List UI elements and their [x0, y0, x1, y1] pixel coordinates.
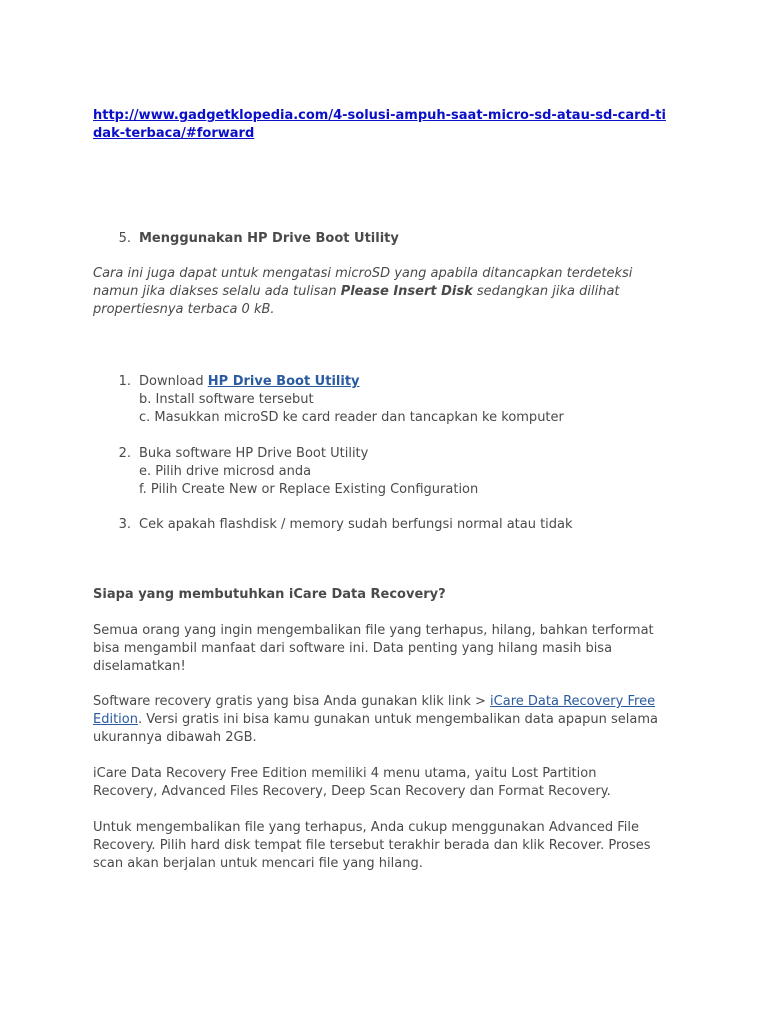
source-url-link[interactable]: http://www.gadgetklopedia.com/4-solusi-ampuh-saat-micro-sd-atau-sd-card-tidak-terbaca/#forward — [93, 108, 666, 141]
intro-paragraph — [93, 265, 673, 319]
section-heading: Siapa yang membutuhkan iCare Data Recovery? — [93, 587, 446, 602]
intro-text-1: Cara ini juga dapat untuk mengatasi microSD yang apabila ditancapkan terdeteksi namun jika diakses selalu ada tulisan — [93, 266, 633, 299]
list-item-2-text: Buka software HP Drive Boot Utility — [139, 446, 369, 461]
list-item-1-number: 1. — [118, 374, 131, 389]
intro-text-2: sedangkan jika dilihat propertiesnya terbaca 0 kB. — [93, 284, 620, 317]
intro-bold-text: Please Insert Disk — [340, 284, 473, 299]
list-item-3-text: Cek apakah flashdisk / memory sudah berfungsi normal atau tidak — [139, 517, 573, 532]
list-item-1-sub-c: c. Masukkan microSD ke card reader dan tancapkan ke komputer — [139, 410, 564, 425]
section-paragraph-4: Untuk mengembalikan file yang terhapus, Anda cukup menggunakan Advanced File Recovery. Pilih hard disk tempat file tersebut terakhir berada dan klik Recover. Proses scan akan berjalan untuk mencari file yang hilang. — [93, 820, 651, 871]
list-item-2-sub-e: e. Pilih drive microsd anda — [139, 464, 312, 479]
section-paragraph-2 — [93, 693, 678, 747]
hp-drive-boot-utility-link[interactable]: HP Drive Boot Utility — [207, 374, 360, 389]
section-paragraph-1: Semua orang yang ingin mengembalikan file yang terhapus, hilang, bahkan terformat bisa mengambil manfaat dari software ini. Data penting yang hilang masih bisa diselamatkan! — [93, 623, 654, 674]
icare-free-edition-link[interactable]: iCare Data Recovery Free Edition — [93, 694, 656, 727]
list-item-2-sub-f: f. Pilih Create New or Replace Existing Configuration — [139, 482, 479, 497]
step-5-heading: Menggunakan HP Drive Boot Utility — [139, 231, 399, 246]
paragraph-2-text-1: Software recovery gratis yang bisa Anda gunakan klik link > — [93, 694, 491, 709]
step-5-number: 5. — [118, 231, 131, 246]
paragraph-2-text-2: . Versi gratis ini bisa kamu gunakan untuk mengembalikan data apapun selama ukurannya dibawah 2GB. — [93, 712, 658, 745]
list-item-1-sub-b: b. Install software tersebut — [139, 392, 314, 407]
list-item-1-prefix: Download — [139, 374, 208, 389]
list-item-2-number: 2. — [118, 446, 131, 461]
list-item-3-number: 3. — [118, 517, 131, 532]
section-paragraph-3: iCare Data Recovery Free Edition memiliki 4 menu utama, yaitu Lost Partition Recovery, Advanced Files Recovery, Deep Scan Recovery dan Format Recovery. — [93, 766, 611, 799]
